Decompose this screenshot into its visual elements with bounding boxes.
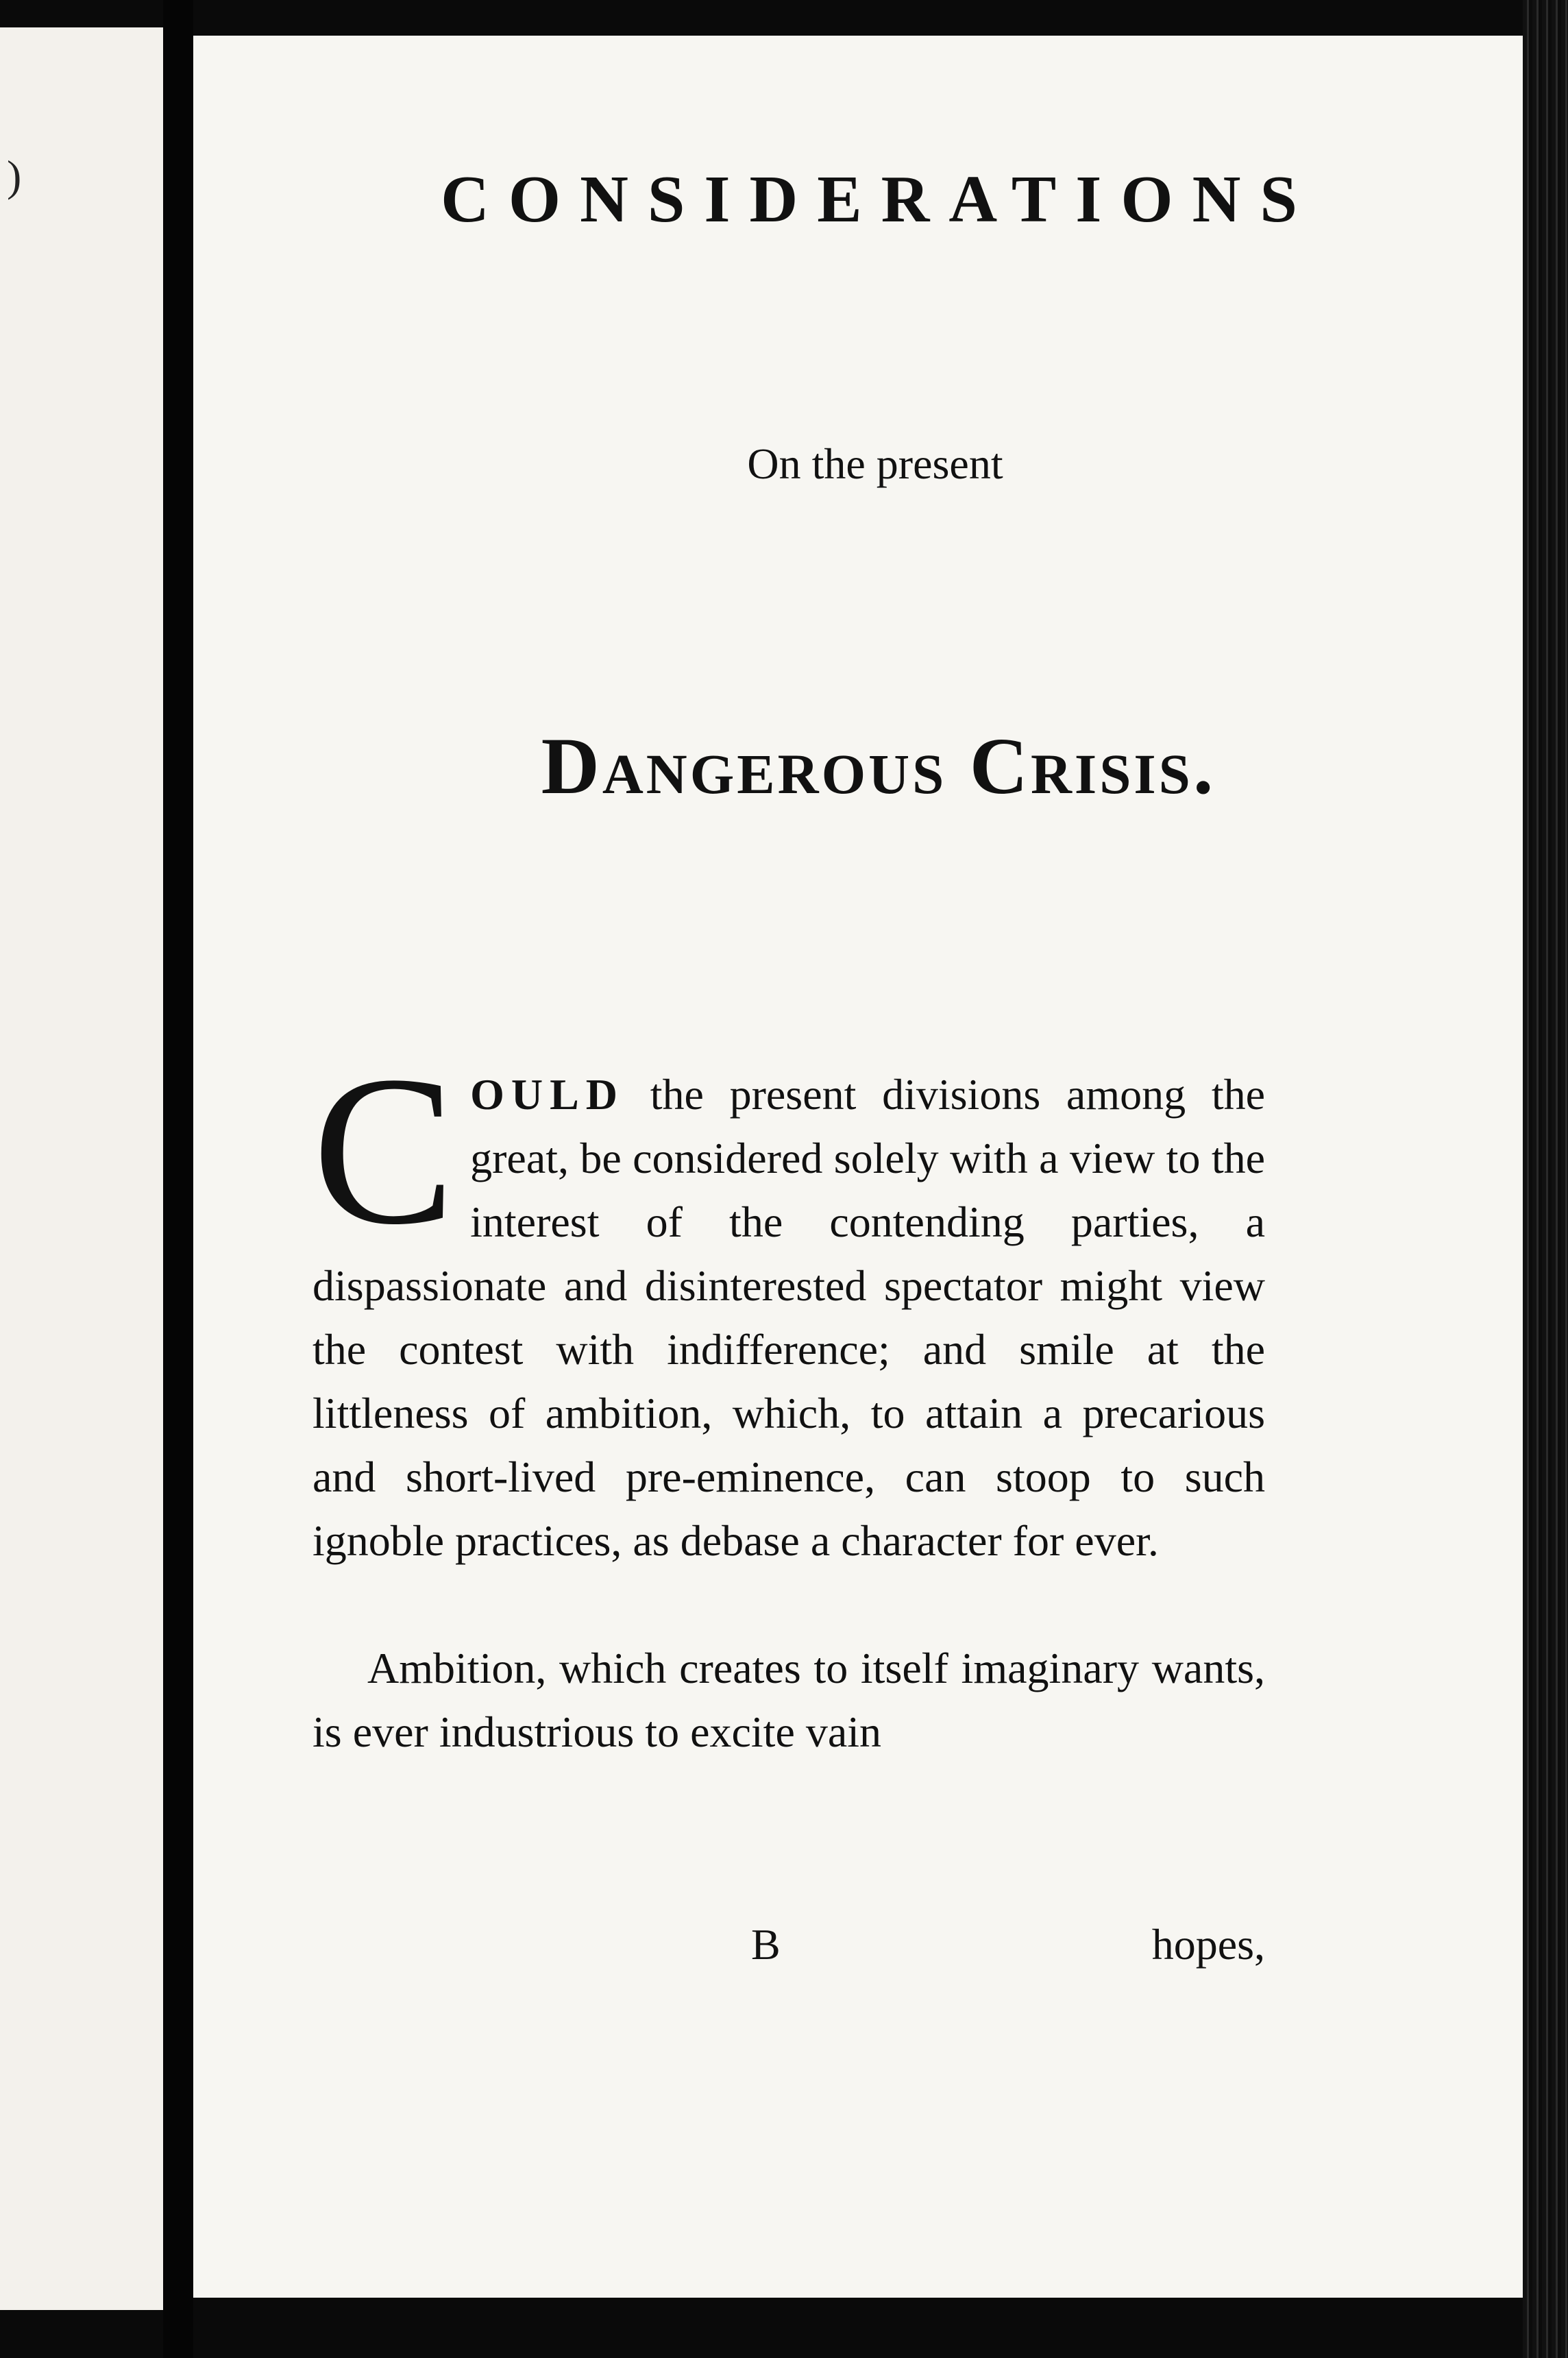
paragraph-1-text: the present divisions among the great, be considered solely with a view to the interest of the contending parties, a dispassionate and disinterested spectator might view the contest with indifference; and smile at the littleness of ambition, which, to attain a precarious and short-lived pre-eminence, can stoop to such ignoble practices, as debase a character for ever. — [313, 1070, 1265, 1565]
page-edge-mark: ) — [7, 151, 22, 200]
section-heading: Dangerous Crisis. — [541, 721, 1216, 811]
first-word: OULD — [470, 1070, 625, 1119]
page-subtitle: On the present — [747, 439, 1003, 488]
facing-page — [0, 27, 163, 2310]
drop-cap: C — [313, 1032, 456, 1269]
page-stack-edge — [1523, 0, 1568, 2358]
page-title: CONSIDERATIONS — [441, 162, 1316, 236]
body-text — [313, 1032, 1265, 1764]
paragraph-2: Ambition, which creates to itself imaginary wants, is ever industrious to excite vain — [313, 1644, 1265, 1756]
catchword: hopes, — [1151, 1920, 1265, 1969]
paragraph-1 — [313, 1032, 1265, 1572]
signature-mark: B — [751, 1920, 781, 1969]
book-gutter — [163, 0, 193, 2358]
